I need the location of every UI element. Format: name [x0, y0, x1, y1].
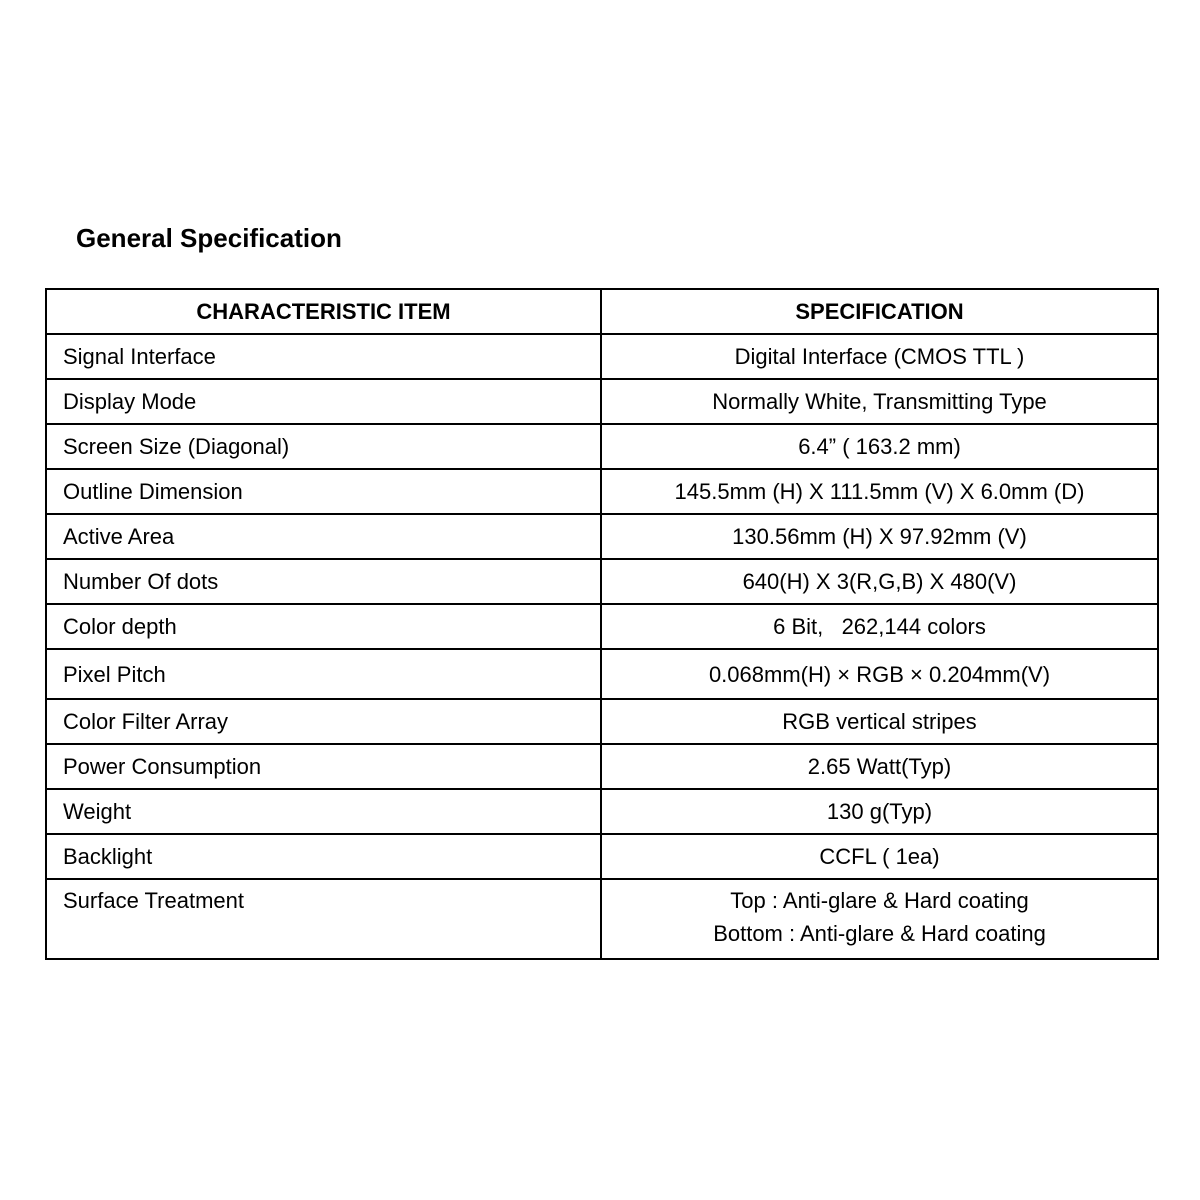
page-title: General Specification	[76, 223, 342, 253]
spec-cell: 6.4” ( 163.2 mm)	[601, 424, 1158, 469]
spec-cell	[601, 879, 1158, 959]
table-row	[46, 334, 1158, 379]
table-row	[46, 604, 1158, 649]
item-cell: Weight	[46, 789, 601, 834]
spec-cell: Normally White, Transmitting Type	[601, 379, 1158, 424]
table-row	[46, 424, 1158, 469]
table-row	[46, 744, 1158, 789]
table-row	[46, 559, 1158, 604]
item-cell: Color Filter Array	[46, 699, 601, 744]
spec-cell: 130 g(Typ)	[601, 789, 1158, 834]
table-row	[46, 834, 1158, 879]
item-cell: Outline Dimension	[46, 469, 601, 514]
item-cell: Signal Interface	[46, 334, 601, 379]
item-cell: Screen Size (Diagonal)	[46, 424, 601, 469]
spec-cell: 2.65 Watt(Typ)	[601, 744, 1158, 789]
spec-line-bottom: Bottom : Anti-glare & Hard coating	[713, 921, 1046, 946]
item-cell: Power Consumption	[46, 744, 601, 789]
item-cell: Active Area	[46, 514, 601, 559]
table-row	[46, 789, 1158, 834]
spec-cell: 6 Bit, 262,144 colors	[601, 604, 1158, 649]
spec-cell: 130.56mm (H) X 97.92mm (V)	[601, 514, 1158, 559]
spec-table	[45, 288, 1159, 960]
spec-line-top: Top : Anti-glare & Hard coating	[730, 888, 1029, 913]
spec-cell: 0.068mm(H) × RGB × 0.204mm(V)	[601, 649, 1158, 699]
table-row	[46, 379, 1158, 424]
table-header-row	[46, 289, 1158, 334]
table-row	[46, 699, 1158, 744]
item-cell: Display Mode	[46, 379, 601, 424]
table-row	[46, 514, 1158, 559]
item-cell: Surface Treatment	[46, 879, 601, 959]
spec-cell: RGB vertical stripes	[601, 699, 1158, 744]
table-row	[46, 879, 1158, 959]
spec-cell: 640(H) X 3(R,G,B) X 480(V)	[601, 559, 1158, 604]
item-cell: Color depth	[46, 604, 601, 649]
column-header-spec: SPECIFICATION	[601, 289, 1158, 334]
table-row	[46, 649, 1158, 699]
item-cell: Pixel Pitch	[46, 649, 601, 699]
table-row	[46, 469, 1158, 514]
spec-cell: CCFL ( 1ea)	[601, 834, 1158, 879]
spec-cell: Digital Interface (CMOS TTL )	[601, 334, 1158, 379]
item-cell: Number Of dots	[46, 559, 601, 604]
spec-cell: 145.5mm (H) X 111.5mm (V) X 6.0mm (D)	[601, 469, 1158, 514]
column-header-item: CHARACTERISTIC ITEM	[46, 289, 601, 334]
item-cell: Backlight	[46, 834, 601, 879]
